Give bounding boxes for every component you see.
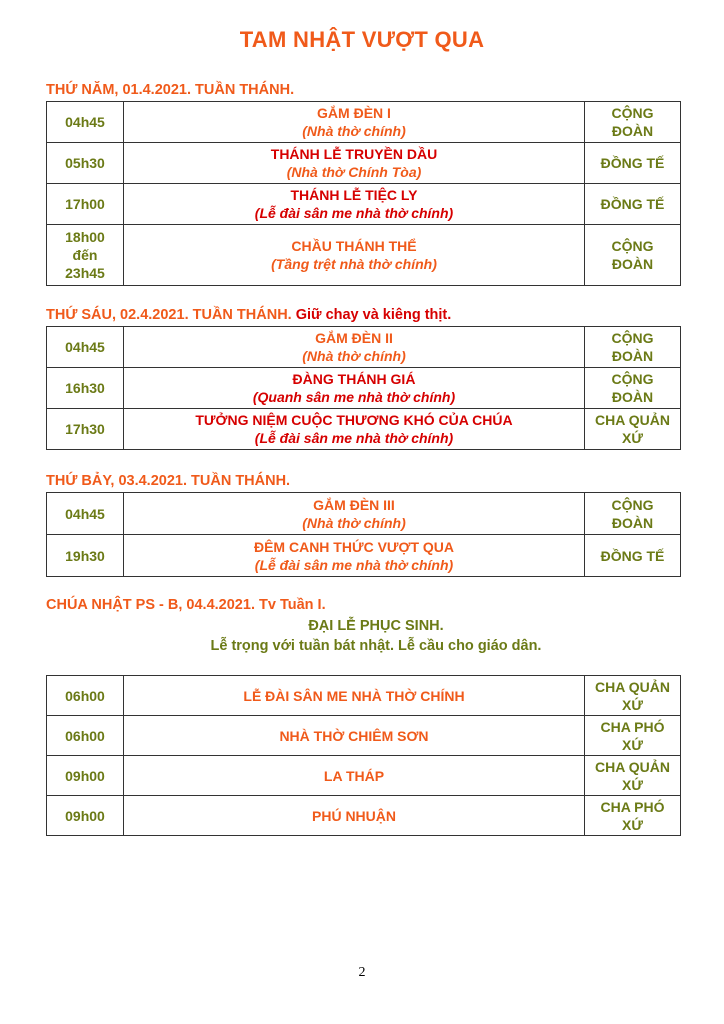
friday-schedule-table — [46, 326, 681, 450]
event-place: (Nhà thờ chính) — [302, 123, 406, 139]
event-name: GẮM ĐÈN I — [317, 105, 391, 121]
table-row — [47, 796, 681, 836]
sunday-heading — [46, 597, 326, 613]
sunday-heading-text: CHÚA NHẬT PS - B, 04.4.2021. Tv Tuần I. — [46, 597, 326, 613]
event-cell — [124, 102, 585, 143]
event-cell — [124, 676, 585, 716]
event-cell — [124, 225, 585, 286]
saturday-heading — [46, 473, 290, 489]
table-row — [47, 102, 681, 143]
time-cell: 19h30 — [47, 535, 124, 577]
time-cell: 04h45 — [47, 327, 124, 368]
event-place: (Nhà thờ chính) — [302, 514, 406, 531]
time-cell: 04h45 — [47, 493, 124, 535]
assigned-cell: CHA QUẢN XỨ — [585, 409, 681, 450]
assigned-cell: CỘNG ĐOÀN — [585, 225, 681, 286]
time-cell: 06h00 — [47, 676, 124, 716]
event-name: LA THÁP — [323, 767, 385, 784]
sunday-schedule-table — [46, 675, 681, 836]
time-cell: 09h00 — [47, 796, 124, 836]
event-place: (Tầng trệt nhà thờ chính) — [271, 256, 437, 272]
friday-fasting-note: Giữ chay và kiêng thịt. — [295, 307, 452, 323]
event-name: LỄ ĐÀI SÂN ME NHÀ THỜ CHÍNH — [243, 687, 465, 704]
event-name: ĐÀNG THÁNH GIÁ — [292, 371, 416, 387]
friday-heading — [46, 307, 451, 323]
event-cell — [124, 327, 585, 368]
time-cell: 06h00 — [47, 716, 124, 756]
event-place: (Lễ đài sân me nhà thờ chính) — [254, 205, 454, 221]
thursday-heading-text: THỨ NĂM, 01.4.2021. TUẦN THÁNH. — [46, 82, 295, 98]
event-name: TƯỞNG NIỆM CUỘC THƯƠNG KHÓ CỦA CHÚA — [195, 412, 513, 428]
time-cell: 04h45 — [47, 102, 124, 143]
time-cell: 17h30 — [47, 409, 124, 450]
event-name: PHÚ NHUẬN — [312, 807, 396, 824]
event-place: (Lễ đài sân me nhà thờ chính) — [254, 556, 454, 573]
table-row — [47, 368, 681, 409]
assigned-cell: ĐỒNG TẾ — [585, 535, 681, 577]
assigned-cell: CỘNG ĐOÀN — [585, 368, 681, 409]
table-row — [47, 143, 681, 184]
event-cell — [124, 184, 585, 225]
event-cell — [124, 796, 585, 836]
event-place: (Nhà thờ Chính Tòa) — [286, 164, 422, 180]
assigned-cell: ĐỒNG TẾ — [585, 143, 681, 184]
event-name: NHÀ THỜ CHIÊM SƠN — [279, 727, 429, 744]
time-cell: 16h30 — [47, 368, 124, 409]
table-row — [47, 225, 681, 286]
friday-heading-text: THỨ SÁU, 02.4.2021. TUẦN THÁNH. — [46, 307, 292, 323]
table-row — [47, 409, 681, 450]
event-cell — [124, 368, 585, 409]
feast-title: ĐẠI LỄ PHỤC SINH. — [308, 618, 444, 634]
event-name: ĐÊM CANH THỨC VƯỢT QUA — [253, 538, 455, 555]
event-place: (Nhà thờ chính) — [302, 348, 406, 364]
event-name: GẮM ĐÈN III — [313, 496, 395, 513]
saturday-heading-text: THỨ BẢY, 03.4.2021. TUẦN THÁNH. — [46, 473, 291, 489]
event-cell — [124, 535, 585, 577]
time-cell: 18h00 đến 23h45 — [47, 225, 124, 286]
assigned-cell: CHA QUẢN XỨ — [585, 756, 681, 796]
assigned-cell: CHA QUẢN XỨ — [585, 676, 681, 716]
assigned-cell: CHA PHÓ XỨ — [585, 716, 681, 756]
event-cell — [124, 143, 585, 184]
time-cell: 09h00 — [47, 756, 124, 796]
thursday-heading — [46, 82, 294, 98]
table-row — [47, 676, 681, 716]
assigned-cell: CỘNG ĐOÀN — [585, 493, 681, 535]
event-cell — [124, 756, 585, 796]
page-title: TAM NHẬT VƯỢT QUA — [239, 27, 485, 52]
page-number: 2 — [358, 965, 366, 980]
event-name: GẮM ĐÈN II — [315, 330, 393, 346]
table-row — [47, 184, 681, 225]
event-cell — [124, 409, 585, 450]
time-cell: 17h00 — [47, 184, 124, 225]
table-row — [47, 327, 681, 368]
time-cell: 05h30 — [47, 143, 124, 184]
event-name: THÁNH LỄ TRUYỀN DẦU — [270, 146, 438, 162]
table-row — [47, 716, 681, 756]
assigned-cell: CỘNG ĐOÀN — [585, 327, 681, 368]
event-cell — [124, 716, 585, 756]
event-place: (Quanh sân me nhà thờ chính) — [252, 389, 456, 405]
event-cell — [124, 493, 585, 535]
saturday-schedule-table — [46, 492, 681, 577]
table-row — [47, 756, 681, 796]
event-name: CHẦU THÁNH THỂ — [291, 238, 417, 254]
event-name: THÁNH LỄ TIỆC LY — [290, 187, 418, 203]
table-row — [47, 493, 681, 535]
assigned-cell: CHA PHÓ XỨ — [585, 796, 681, 836]
assigned-cell: ĐỒNG TẾ — [585, 184, 681, 225]
event-place: (Lễ đài sân me nhà thờ chính) — [254, 430, 454, 446]
thursday-schedule-table — [46, 101, 681, 286]
assigned-cell: CỘNG ĐOÀN — [585, 102, 681, 143]
feast-note: Lễ trọng với tuần bát nhật. Lễ cầu cho giáo dân. — [210, 638, 542, 654]
table-row — [47, 535, 681, 577]
